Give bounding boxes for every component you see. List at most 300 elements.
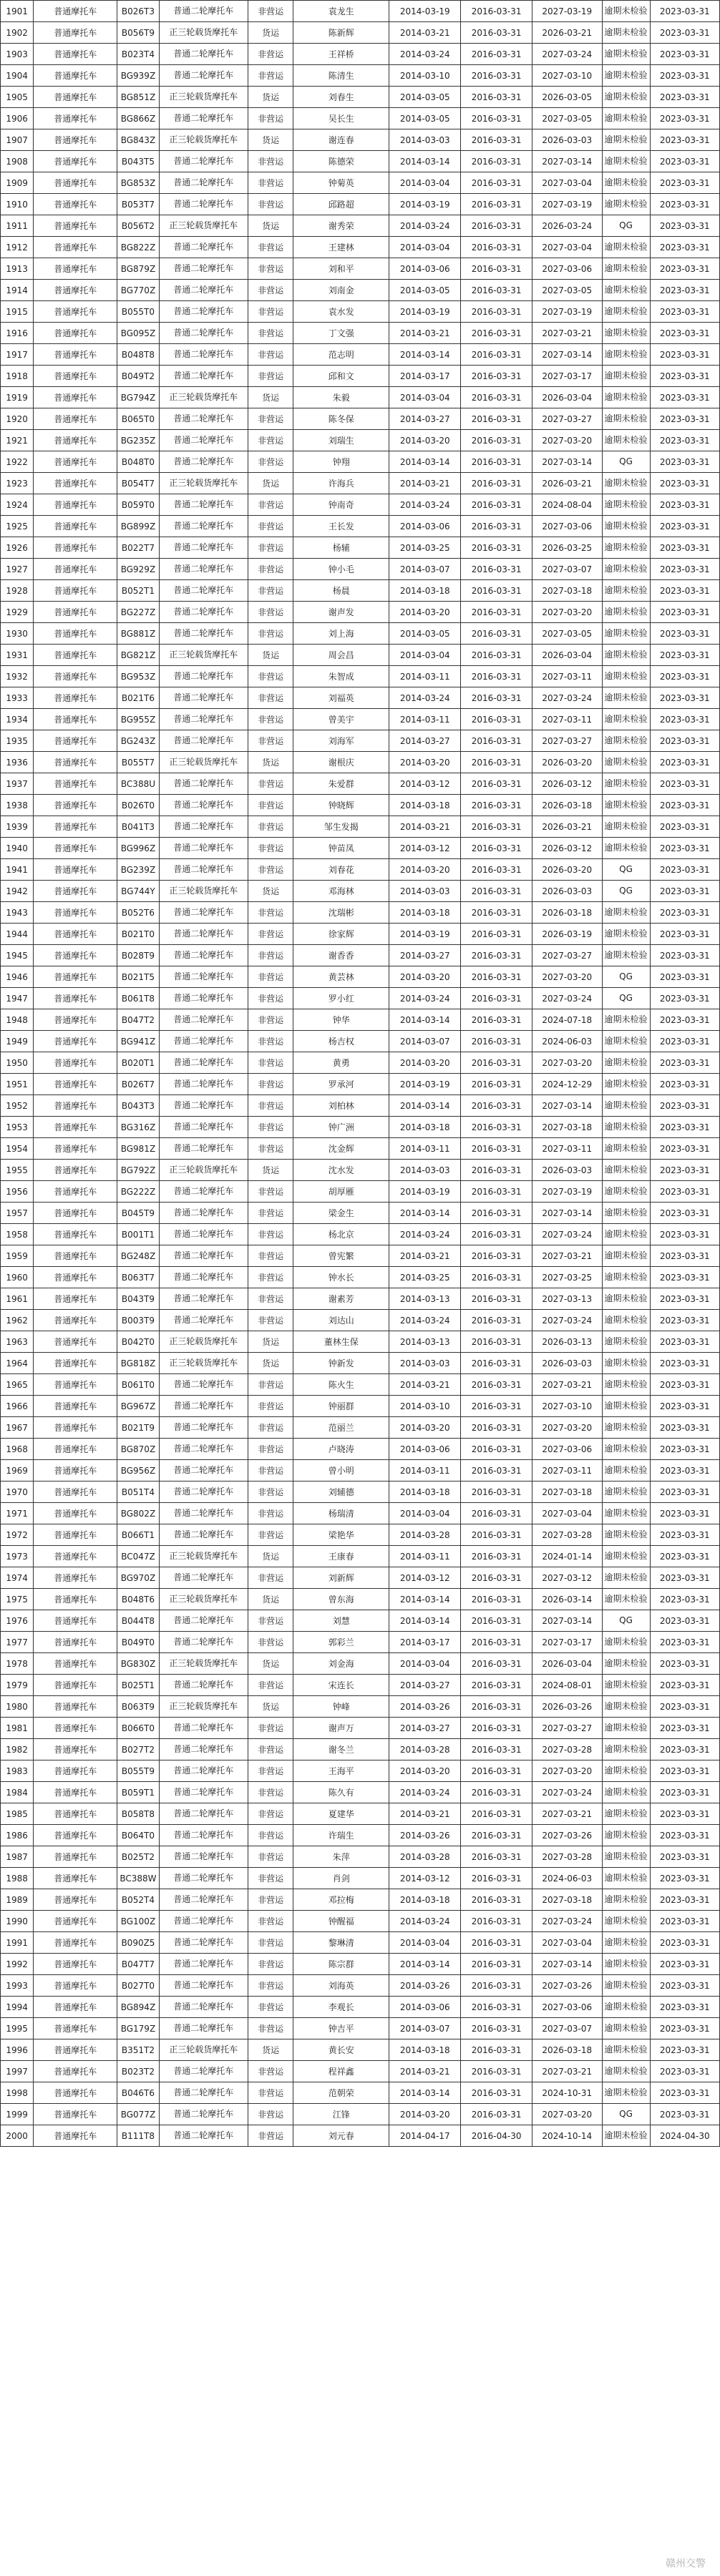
vehicle-category-cell: 普通摩托车 [34, 966, 117, 988]
inspection-date-cell: 2016-03-31 [461, 1503, 532, 1524]
table-row [1, 1846, 720, 1868]
usage-type-cell: 非营运 [248, 301, 293, 323]
valid-until-cell: 2023-03-31 [650, 1203, 719, 1224]
usage-type-cell: 非营运 [248, 2104, 293, 2125]
scrap-date-cell: 2027-03-04 [532, 172, 602, 194]
table-row [1, 1975, 720, 1997]
vehicle-category-cell: 普通摩托车 [34, 730, 117, 752]
usage-type-cell: 非营运 [248, 108, 293, 129]
plate-number-cell: BC047Z [117, 1546, 159, 1567]
valid-until-cell: 2023-03-31 [650, 2082, 719, 2104]
table-row [1, 1589, 720, 1610]
first-registration-date-cell: 2014-03-10 [389, 1396, 461, 1417]
vehicle-status-cell: 逾期未检验 [602, 2039, 650, 2061]
vehicle-type-cell: 普通二轮摩托车 [159, 902, 248, 924]
vehicle-category-cell: 普通摩托车 [34, 129, 117, 151]
usage-type-cell: 货运 [248, 1353, 293, 1374]
plate-number-cell: B045T9 [117, 1203, 159, 1224]
owner-name-cell: 刘和平 [293, 258, 389, 280]
vehicle-category-cell: 普通摩托车 [34, 1954, 117, 1975]
vehicle-category-cell: 普通摩托车 [34, 859, 117, 881]
inspection-date-cell: 2016-03-31 [461, 473, 532, 494]
owner-name-cell: 刘福英 [293, 687, 389, 709]
first-registration-date-cell: 2014-03-05 [389, 623, 461, 645]
owner-name-cell: 刘瑞生 [293, 430, 389, 451]
first-registration-date-cell: 2014-03-20 [389, 1760, 461, 1782]
vehicle-status-cell: 逾期未检验 [602, 344, 650, 366]
row-number-cell: 1940 [1, 838, 34, 859]
vehicle-type-cell: 正三轮载货摩托车 [159, 473, 248, 494]
table-row [1, 1074, 720, 1095]
scrap-date-cell: 2027-03-05 [532, 108, 602, 129]
table-row [1, 1009, 720, 1031]
row-number-cell: 1986 [1, 1825, 34, 1846]
plate-number-cell: BG077Z [117, 2104, 159, 2125]
row-number-cell: 2000 [1, 2125, 34, 2147]
row-number-cell: 1960 [1, 1267, 34, 1288]
vehicle-status-cell: QG [602, 966, 650, 988]
table-row [1, 1374, 720, 1396]
vehicle-status-cell: 逾期未检验 [602, 430, 650, 451]
owner-name-cell: 谢声万 [293, 1718, 389, 1739]
table-row [1, 280, 720, 301]
vehicle-status-cell: 逾期未检验 [602, 559, 650, 580]
scrap-date-cell: 2027-03-20 [532, 602, 602, 623]
vehicle-category-cell: 普通摩托车 [34, 1610, 117, 1632]
owner-name-cell: 邱路超 [293, 194, 389, 215]
table-row [1, 730, 720, 752]
plate-number-cell: B066T0 [117, 1718, 159, 1739]
usage-type-cell: 货运 [248, 129, 293, 151]
usage-type-cell: 非营运 [248, 1224, 293, 1245]
inspection-date-cell: 2016-03-31 [461, 366, 532, 387]
usage-type-cell: 货运 [248, 1546, 293, 1567]
valid-until-cell: 2023-03-31 [650, 344, 719, 366]
owner-name-cell: 黄芸林 [293, 966, 389, 988]
first-registration-date-cell: 2014-03-11 [389, 709, 461, 730]
vehicle-status-cell: 逾期未检验 [602, 1482, 650, 1503]
valid-until-cell: 2023-03-31 [650, 473, 719, 494]
table-row [1, 1331, 720, 1353]
owner-name-cell: 刘辅德 [293, 1482, 389, 1503]
vehicle-type-cell: 普通二轮摩托车 [159, 516, 248, 537]
row-number-cell: 1924 [1, 494, 34, 516]
row-number-cell: 1911 [1, 215, 34, 237]
vehicle-type-cell: 普通二轮摩托车 [159, 1868, 248, 1889]
inspection-date-cell: 2016-03-31 [461, 1760, 532, 1782]
inspection-date-cell: 2016-03-31 [461, 1203, 532, 1224]
first-registration-date-cell: 2014-03-27 [389, 945, 461, 966]
plate-number-cell: BG866Z [117, 108, 159, 129]
row-number-cell: 1907 [1, 129, 34, 151]
table-row [1, 881, 720, 902]
row-number-cell: 1925 [1, 516, 34, 537]
row-number-cell: 1902 [1, 22, 34, 44]
scrap-date-cell: 2024-06-03 [532, 1031, 602, 1052]
inspection-date-cell: 2016-03-31 [461, 1439, 532, 1460]
owner-name-cell: 黄长安 [293, 2039, 389, 2061]
plate-number-cell: BG770Z [117, 280, 159, 301]
vehicle-type-cell: 普通二轮摩托车 [159, 2082, 248, 2104]
vehicle-status-cell: 逾期未检验 [602, 194, 650, 215]
valid-until-cell: 2023-03-31 [650, 1267, 719, 1288]
vehicle-type-cell: 普通二轮摩托车 [159, 2125, 248, 2147]
table-row [1, 194, 720, 215]
owner-name-cell: 杨晨 [293, 580, 389, 602]
usage-type-cell: 非营运 [248, 623, 293, 645]
inspection-date-cell: 2016-03-31 [461, 1181, 532, 1203]
vehicle-status-cell: 逾期未检验 [602, 1160, 650, 1181]
row-number-cell: 1972 [1, 1524, 34, 1546]
scrap-date-cell: 2026-03-12 [532, 838, 602, 859]
first-registration-date-cell: 2014-03-18 [389, 1482, 461, 1503]
first-registration-date-cell: 2014-03-18 [389, 2039, 461, 2061]
scrap-date-cell: 2026-03-25 [532, 537, 602, 559]
inspection-date-cell: 2016-03-31 [461, 215, 532, 237]
valid-until-cell: 2023-03-31 [650, 151, 719, 172]
vehicle-status-cell: 逾期未检验 [602, 408, 650, 430]
first-registration-date-cell: 2014-03-19 [389, 1, 461, 22]
scrap-date-cell: 2027-03-04 [532, 1503, 602, 1524]
vehicle-category-cell: 普通摩托车 [34, 344, 117, 366]
owner-name-cell: 陈火生 [293, 1374, 389, 1396]
valid-until-cell: 2023-03-31 [650, 65, 719, 87]
vehicle-status-cell: 逾期未检验 [602, 44, 650, 65]
vehicle-type-cell: 普通二轮摩托车 [159, 1932, 248, 1954]
usage-type-cell: 货运 [248, 1160, 293, 1181]
table-row [1, 1567, 720, 1589]
scrap-date-cell: 2027-03-26 [532, 1825, 602, 1846]
row-number-cell: 1918 [1, 366, 34, 387]
vehicle-status-cell: 逾期未检验 [602, 1181, 650, 1203]
row-number-cell: 1982 [1, 1739, 34, 1760]
row-number-cell: 1983 [1, 1760, 34, 1782]
inspection-date-cell: 2016-03-31 [461, 602, 532, 623]
owner-name-cell: 杨辅 [293, 537, 389, 559]
row-number-cell: 1904 [1, 65, 34, 87]
scrap-date-cell: 2027-03-05 [532, 280, 602, 301]
owner-name-cell: 杨瑞清 [293, 1503, 389, 1524]
scrap-date-cell: 2027-03-20 [532, 966, 602, 988]
scrap-date-cell: 2027-03-04 [532, 237, 602, 258]
valid-until-cell: 2023-03-31 [650, 623, 719, 645]
inspection-date-cell: 2016-04-30 [461, 2125, 532, 2147]
vehicle-category-cell: 普通摩托车 [34, 280, 117, 301]
valid-until-cell: 2023-03-31 [650, 1739, 719, 1760]
scrap-date-cell: 2027-03-20 [532, 1052, 602, 1074]
first-registration-date-cell: 2014-03-20 [389, 1417, 461, 1439]
usage-type-cell: 非营运 [248, 1524, 293, 1546]
first-registration-date-cell: 2014-03-21 [389, 1245, 461, 1267]
vehicle-category-cell: 普通摩托车 [34, 1932, 117, 1954]
valid-until-cell: 2023-03-31 [650, 1374, 719, 1396]
usage-type-cell: 非营运 [248, 687, 293, 709]
row-number-cell: 1926 [1, 537, 34, 559]
vehicle-type-cell: 正三轮载货摩托车 [159, 1353, 248, 1374]
valid-until-cell: 2023-03-31 [650, 1396, 719, 1417]
vehicle-category-cell: 普通摩托车 [34, 172, 117, 194]
vehicle-type-cell: 普通二轮摩托车 [159, 408, 248, 430]
valid-until-cell: 2023-03-31 [650, 301, 719, 323]
valid-until-cell: 2023-03-31 [650, 795, 719, 816]
vehicle-status-cell: QG [602, 451, 650, 473]
table-row [1, 988, 720, 1009]
vehicle-category-cell: 普通摩托车 [34, 1718, 117, 1739]
vehicle-status-cell: 逾期未检验 [602, 65, 650, 87]
vehicle-type-cell: 普通二轮摩托车 [159, 1482, 248, 1503]
table-row [1, 945, 720, 966]
vehicle-type-cell: 普通二轮摩托车 [159, 65, 248, 87]
vehicle-type-cell: 普通二轮摩托车 [159, 537, 248, 559]
vehicle-status-cell: 逾期未检验 [602, 1288, 650, 1310]
owner-name-cell: 钟峰 [293, 1696, 389, 1718]
usage-type-cell: 非营运 [248, 838, 293, 859]
vehicle-status-cell: 逾期未检验 [602, 602, 650, 623]
inspection-date-cell: 2016-03-31 [461, 687, 532, 709]
vehicle-type-cell: 普通二轮摩托车 [159, 1825, 248, 1846]
row-number-cell: 1934 [1, 709, 34, 730]
table-row [1, 2039, 720, 2061]
vehicle-status-cell: 逾期未检验 [602, 1009, 650, 1031]
plate-number-cell: B047T2 [117, 1009, 159, 1031]
table-row [1, 838, 720, 859]
inspection-date-cell: 2016-03-31 [461, 580, 532, 602]
owner-name-cell: 钟苗凤 [293, 838, 389, 859]
vehicle-category-cell: 普通摩托车 [34, 881, 117, 902]
usage-type-cell: 货运 [248, 22, 293, 44]
row-number-cell: 1973 [1, 1546, 34, 1567]
plate-number-cell: BG830Z [117, 1653, 159, 1675]
usage-type-cell: 非营运 [248, 1396, 293, 1417]
table-row [1, 709, 720, 730]
row-number-cell: 1968 [1, 1439, 34, 1460]
usage-type-cell: 非营运 [248, 151, 293, 172]
vehicle-category-cell: 普通摩托车 [34, 687, 117, 709]
row-number-cell: 1932 [1, 666, 34, 687]
inspection-date-cell: 2016-03-31 [461, 172, 532, 194]
valid-until-cell: 2023-03-31 [650, 1052, 719, 1074]
usage-type-cell: 非营运 [248, 1031, 293, 1052]
valid-until-cell: 2023-03-31 [650, 645, 719, 666]
owner-name-cell: 梁金生 [293, 1203, 389, 1224]
scrap-date-cell: 2026-03-21 [532, 816, 602, 838]
first-registration-date-cell: 2014-03-14 [389, 1954, 461, 1975]
first-registration-date-cell: 2014-03-18 [389, 902, 461, 924]
scrap-date-cell: 2026-03-03 [532, 1353, 602, 1374]
vehicle-category-cell: 普通摩托车 [34, 215, 117, 237]
vehicle-status-cell: 逾期未检验 [602, 1975, 650, 1997]
first-registration-date-cell: 2014-03-24 [389, 44, 461, 65]
vehicle-status-cell: 逾期未检验 [602, 1245, 650, 1267]
vehicle-type-cell: 普通二轮摩托车 [159, 1760, 248, 1782]
table-row [1, 258, 720, 280]
scrap-date-cell: 2027-03-04 [532, 1932, 602, 1954]
plate-number-cell: B021T5 [117, 966, 159, 988]
usage-type-cell: 非营运 [248, 1567, 293, 1589]
plate-number-cell: B027T2 [117, 1739, 159, 1760]
table-row [1, 2125, 720, 2147]
scrap-date-cell: 2027-03-11 [532, 709, 602, 730]
table-row [1, 1696, 720, 1718]
vehicle-status-cell: 逾期未检验 [602, 87, 650, 108]
valid-until-cell: 2023-03-31 [650, 1288, 719, 1310]
scrap-date-cell: 2027-03-06 [532, 516, 602, 537]
vehicle-type-cell: 正三轮载货摩托车 [159, 129, 248, 151]
vehicle-category-cell: 普通摩托车 [34, 1331, 117, 1353]
plate-number-cell: BG843Z [117, 129, 159, 151]
inspection-date-cell: 2016-03-31 [461, 258, 532, 280]
plate-number-cell: BG996Z [117, 838, 159, 859]
valid-until-cell: 2023-03-31 [650, 1160, 719, 1181]
valid-until-cell: 2023-03-31 [650, 1803, 719, 1825]
inspection-date-cell: 2016-03-31 [461, 1825, 532, 1846]
scrap-date-cell: 2027-03-20 [532, 430, 602, 451]
scrap-date-cell: 2027-03-14 [532, 1610, 602, 1632]
row-number-cell: 1912 [1, 237, 34, 258]
usage-type-cell: 非营运 [248, 859, 293, 881]
vehicle-status-cell: 逾期未检验 [602, 2125, 650, 2147]
usage-type-cell: 非营运 [248, 924, 293, 945]
vehicle-type-cell: 正三轮载货摩托车 [159, 1589, 248, 1610]
owner-name-cell: 刘南金 [293, 280, 389, 301]
owner-name-cell: 曾小明 [293, 1460, 389, 1482]
valid-until-cell: 2023-03-31 [650, 1353, 719, 1374]
vehicle-status-cell: 逾期未检验 [602, 1997, 650, 2018]
valid-until-cell: 2023-03-31 [650, 1868, 719, 1889]
vehicle-status-cell: 逾期未检验 [602, 1224, 650, 1245]
row-number-cell: 1917 [1, 344, 34, 366]
usage-type-cell: 货运 [248, 881, 293, 902]
owner-name-cell: 李观长 [293, 1997, 389, 2018]
plate-number-cell: B027T0 [117, 1975, 159, 1997]
scrap-date-cell: 2027-03-19 [532, 1, 602, 22]
usage-type-cell: 非营运 [248, 1052, 293, 1074]
inspection-date-cell: 2016-03-31 [461, 773, 532, 795]
inspection-date-cell: 2016-03-31 [461, 1267, 532, 1288]
valid-until-cell: 2023-03-31 [650, 1997, 719, 2018]
scrap-date-cell: 2027-03-14 [532, 1095, 602, 1117]
plate-number-cell: B041T3 [117, 816, 159, 838]
table-row [1, 2018, 720, 2039]
scrap-date-cell: 2026-03-21 [532, 473, 602, 494]
vehicle-type-cell: 普通二轮摩托车 [159, 666, 248, 687]
vehicle-type-cell: 正三轮载货摩托车 [159, 752, 248, 773]
table-row [1, 1245, 720, 1267]
vehicle-status-cell: 逾期未检验 [602, 1889, 650, 1911]
owner-name-cell: 钟新发 [293, 1353, 389, 1374]
plate-number-cell: BG870Z [117, 1439, 159, 1460]
owner-name-cell: 王长发 [293, 516, 389, 537]
usage-type-cell: 非营运 [248, 795, 293, 816]
table-row [1, 1889, 720, 1911]
vehicle-category-cell: 普通摩托车 [34, 108, 117, 129]
inspection-date-cell: 2016-03-31 [461, 1782, 532, 1803]
plate-number-cell: BC388U [117, 773, 159, 795]
inspection-date-cell: 2016-03-31 [461, 1374, 532, 1396]
scrap-date-cell: 2027-03-24 [532, 988, 602, 1009]
inspection-date-cell: 2016-03-31 [461, 1718, 532, 1739]
plate-number-cell: BG744Y [117, 881, 159, 902]
plate-number-cell: BG851Z [117, 87, 159, 108]
vehicle-status-cell: 逾期未检验 [602, 1803, 650, 1825]
first-registration-date-cell: 2014-03-24 [389, 1224, 461, 1245]
first-registration-date-cell: 2014-03-14 [389, 151, 461, 172]
first-registration-date-cell: 2014-03-07 [389, 559, 461, 580]
table-row [1, 1353, 720, 1374]
vehicle-category-cell: 普通摩托车 [34, 1825, 117, 1846]
usage-type-cell: 非营运 [248, 1803, 293, 1825]
valid-until-cell: 2023-03-31 [650, 924, 719, 945]
inspection-date-cell: 2016-03-31 [461, 451, 532, 473]
vehicle-status-cell: 逾期未检验 [602, 280, 650, 301]
inspection-date-cell: 2016-03-31 [461, 2104, 532, 2125]
vehicle-status-cell: QG [602, 215, 650, 237]
vehicle-status-cell: QG [602, 2104, 650, 2125]
scrap-date-cell: 2027-03-21 [532, 1245, 602, 1267]
vehicle-category-cell: 普通摩托车 [34, 1589, 117, 1610]
vehicle-status-cell: 逾期未检验 [602, 323, 650, 344]
vehicle-type-cell: 普通二轮摩托车 [159, 1911, 248, 1932]
first-registration-date-cell: 2014-03-24 [389, 215, 461, 237]
vehicle-category-cell: 普通摩托车 [34, 945, 117, 966]
plate-number-cell: BG227Z [117, 602, 159, 623]
plate-number-cell: B001T1 [117, 1224, 159, 1245]
vehicle-type-cell: 普通二轮摩托车 [159, 602, 248, 623]
first-registration-date-cell: 2014-03-12 [389, 1567, 461, 1589]
scrap-date-cell: 2026-03-18 [532, 2039, 602, 2061]
owner-name-cell: 卢晓涛 [293, 1439, 389, 1460]
vehicle-status-cell: 逾期未检验 [602, 537, 650, 559]
inspection-date-cell: 2016-03-31 [461, 730, 532, 752]
vehicle-status-cell: QG [602, 881, 650, 902]
scrap-date-cell: 2027-03-05 [532, 623, 602, 645]
plate-number-cell: B051T4 [117, 1482, 159, 1503]
owner-name-cell: 钟南奇 [293, 494, 389, 516]
vehicle-category-cell: 普通摩托车 [34, 1546, 117, 1567]
first-registration-date-cell: 2014-03-25 [389, 1267, 461, 1288]
inspection-date-cell: 2016-03-31 [461, 859, 532, 881]
usage-type-cell: 非营运 [248, 2125, 293, 2147]
scrap-date-cell: 2026-03-20 [532, 859, 602, 881]
usage-type-cell: 非营运 [248, 408, 293, 430]
usage-type-cell: 非营运 [248, 1889, 293, 1911]
usage-type-cell: 非营运 [248, 1203, 293, 1224]
vehicle-category-cell: 普通摩托车 [34, 1739, 117, 1760]
vehicle-category-cell: 普通摩托车 [34, 1181, 117, 1203]
valid-until-cell: 2023-03-31 [650, 408, 719, 430]
scrap-date-cell: 2027-03-19 [532, 1181, 602, 1203]
scrap-date-cell: 2027-03-18 [532, 1117, 602, 1138]
plate-number-cell: BG794Z [117, 387, 159, 408]
owner-name-cell: 沈水发 [293, 1160, 389, 1181]
first-registration-date-cell: 2014-03-03 [389, 129, 461, 151]
first-registration-date-cell: 2014-03-03 [389, 881, 461, 902]
inspection-date-cell: 2016-03-31 [461, 1696, 532, 1718]
vehicle-category-cell: 普通摩托车 [34, 1911, 117, 1932]
vehicle-status-cell: 逾期未检验 [602, 1868, 650, 1889]
vehicle-category-cell: 普通摩托车 [34, 1138, 117, 1160]
inspection-date-cell: 2016-03-31 [461, 2039, 532, 2061]
table-row [1, 1524, 720, 1546]
owner-name-cell: 王祥桥 [293, 44, 389, 65]
table-row [1, 966, 720, 988]
vehicle-category-cell: 普通摩托车 [34, 2039, 117, 2061]
scrap-date-cell: 2026-03-18 [532, 795, 602, 816]
scrap-date-cell: 2026-03-03 [532, 1160, 602, 1181]
usage-type-cell: 非营运 [248, 580, 293, 602]
first-registration-date-cell: 2014-03-14 [389, 1203, 461, 1224]
first-registration-date-cell: 2014-03-20 [389, 430, 461, 451]
